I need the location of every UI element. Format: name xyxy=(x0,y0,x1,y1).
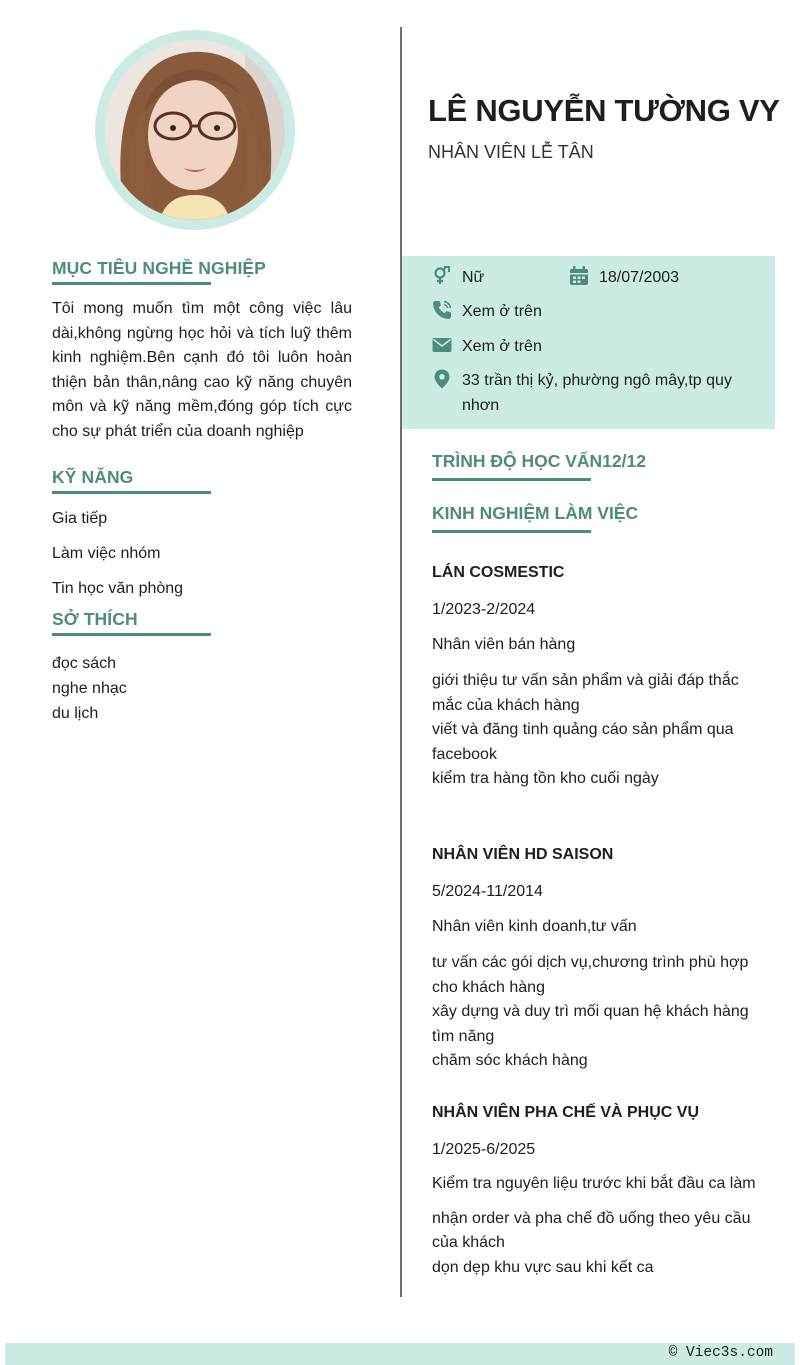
phone-icon xyxy=(432,300,452,320)
job-tasks xyxy=(432,669,762,792)
experience-item xyxy=(432,563,762,792)
company-name: NHÂN VIÊN HD SAISON xyxy=(432,846,614,863)
job-tasks xyxy=(432,1207,762,1281)
education-underline xyxy=(432,478,591,481)
job-role: Nhân viên kinh doanh,tư vấn xyxy=(432,918,637,935)
skills-list xyxy=(52,509,352,599)
skill-item: Gia tiếp xyxy=(52,509,108,527)
phone-value: Xem ở trên xyxy=(462,303,542,320)
gender-row xyxy=(432,265,484,290)
address-value: 33 trần thị kỷ, phường ngô mây,tp quy nhơn xyxy=(462,372,732,414)
objective-text: Tôi mong muốn tìm một công việc lâu dài,không ngừng học hỏi và tích luỹ thêm kinh nghiệm.Bên cạnh đó tôi luôn hoàn thiện bản thân,nâng cao kỹ năng chuyên môn và kỹ năng mềm,đóng góp tích cực cho sự phát triển của doanh nghiệp xyxy=(52,300,352,440)
job-task: chăm sóc khách hàng xyxy=(432,1052,588,1070)
job-role: Nhân viên bán hàng xyxy=(432,636,576,653)
job-task: tư vấn các gói dịch vụ,chương trình phù hợp cho khách hàng xyxy=(432,954,749,996)
experience-underline xyxy=(432,530,591,533)
experience-item xyxy=(432,1103,762,1280)
job-task: kiểm tra hàng tồn kho cuối ngày xyxy=(432,770,659,788)
birthdate-value: 18/07/2003 xyxy=(599,269,680,286)
address-row xyxy=(432,368,732,418)
job-period: 1/2023-2/2024 xyxy=(432,601,536,618)
experience-item xyxy=(432,845,762,1074)
map-pin-icon xyxy=(432,369,452,389)
job-role: Kiểm tra nguyên liệu trước khi bắt đầu ca làm xyxy=(432,1175,756,1192)
education-heading xyxy=(432,451,646,472)
calendar-icon xyxy=(569,266,589,286)
phone-row xyxy=(432,299,542,324)
candidate-name: LÊ NGUYỄN TƯỜNG VY xyxy=(428,93,780,128)
job-task: dọn dẹp khu vực sau khi kết ca xyxy=(432,1258,654,1276)
job-task: nhận order và pha chế đồ uống theo yêu cầu của khách xyxy=(432,1209,751,1252)
job-task: viết và đăng tinh quảng cáo sản phẩm qua facebook xyxy=(432,721,734,763)
gender-icon xyxy=(432,266,452,286)
job-task: xây dựng và duy trì mối quan hệ khách hàng tìm năng xyxy=(432,1003,749,1045)
column-divider xyxy=(400,27,402,1297)
objective-heading: MỤC TIÊU NGHỀ NGHIỆP xyxy=(52,258,352,283)
footer-credit: © Viec3s.com xyxy=(668,1345,773,1361)
experience-heading-text: KINH NGHIỆM LÀM VIỆC xyxy=(432,503,639,523)
email-value: Xem ở trên xyxy=(462,338,542,355)
candidate-title: NHÂN VIÊN LỄ TÂN xyxy=(428,142,594,162)
gender-value: Nữ xyxy=(462,269,485,286)
footer-bar xyxy=(5,1343,795,1365)
avatar xyxy=(95,30,295,230)
hobbies-heading: SỞ THÍCH xyxy=(52,609,352,634)
birthdate-row xyxy=(569,265,679,290)
hobby-item: nghe nhạc xyxy=(52,679,127,697)
experience-heading xyxy=(432,503,638,524)
envelope-icon xyxy=(432,335,452,355)
skills-heading: KỸ NĂNG xyxy=(52,467,352,492)
profile-photo xyxy=(105,40,285,220)
hobby-item: đọc sách xyxy=(52,654,117,672)
hobby-item: du lịch xyxy=(52,704,99,722)
education-heading-text: TRÌNH ĐỘ HỌC VẤN12/12 xyxy=(432,451,646,471)
job-tasks xyxy=(432,951,762,1074)
company-name: NHÂN VIÊN PHA CHẾ VÀ PHỤC VỤ xyxy=(432,1104,699,1121)
job-task: giới thiệu tư vấn sản phẩm và giải đáp thắc mắc của khách hàng xyxy=(432,672,739,714)
hobbies-list xyxy=(52,651,352,726)
left-column xyxy=(52,258,352,726)
skill-item: Tin học văn phòng xyxy=(52,579,184,597)
email-row xyxy=(432,334,542,359)
job-period: 5/2024-11/2014 xyxy=(432,883,543,900)
skill-item: Làm việc nhóm xyxy=(52,544,161,562)
contact-info-box xyxy=(402,256,775,429)
company-name: LÁN COSMESTIC xyxy=(432,564,565,581)
job-period: 1/2025-6/2025 xyxy=(432,1141,536,1158)
